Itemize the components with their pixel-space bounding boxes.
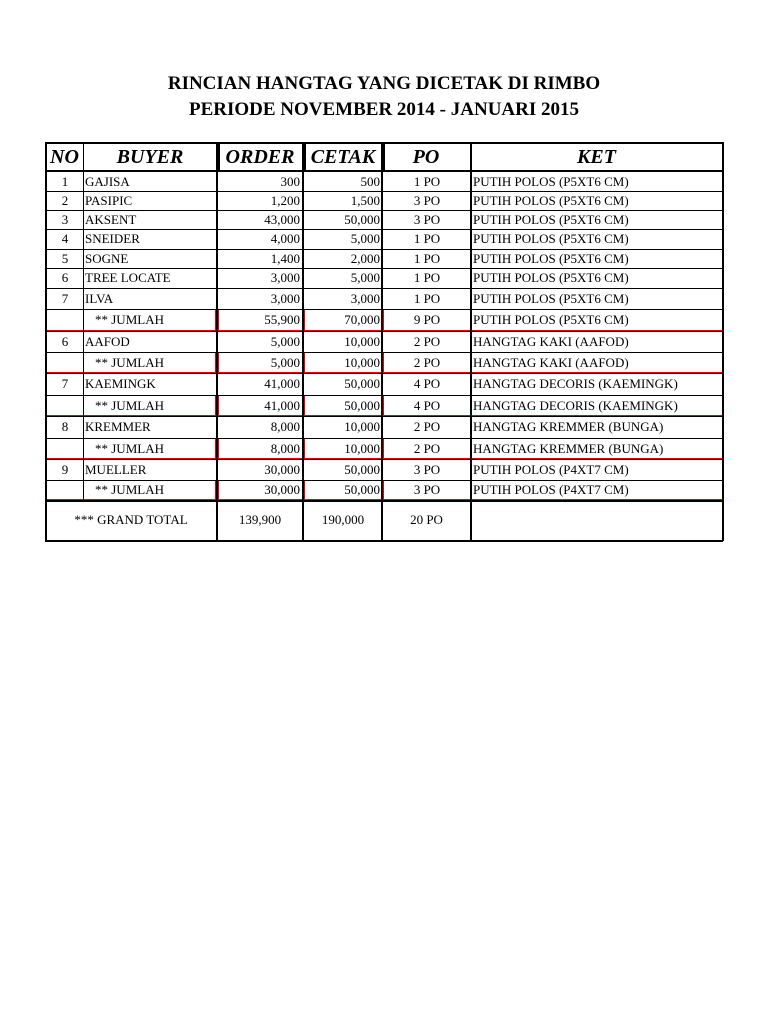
cell-po: 2 PO xyxy=(413,333,441,349)
cell-buyer: ** JUMLAH xyxy=(95,397,164,413)
cell-no: 2 xyxy=(61,192,69,208)
subtotal-highlight-box xyxy=(383,480,471,500)
grid-line xyxy=(45,249,723,250)
cell-buyer: ** JUMLAH xyxy=(95,354,164,370)
cell-cetak: 50,000 xyxy=(344,376,380,391)
subtotal-highlight-box xyxy=(45,395,216,416)
grid-line xyxy=(45,459,723,460)
subtotal-highlight-box xyxy=(471,480,723,500)
subtotal-highlight-box xyxy=(218,352,304,373)
cell-ket: HANGTAG KREMMER (BUNGA) xyxy=(473,419,664,434)
cell-buyer: PASIPIC xyxy=(85,192,133,208)
subtotal-highlight-box xyxy=(218,438,304,459)
subtotal-highlight-box xyxy=(218,480,304,500)
cell-order: 30,000 xyxy=(264,461,300,477)
cell-ket: PUTIH POLOS (P5XT6 CM) xyxy=(473,270,629,285)
cell-po: 1 PO xyxy=(413,173,441,189)
subtotal-highlight-box xyxy=(383,438,471,459)
cell-cetak: 5,000 xyxy=(350,231,380,246)
cell-no: 6 xyxy=(61,333,69,349)
cell-order: 3,000 xyxy=(270,270,300,285)
cell-po: 9 PO xyxy=(413,312,441,327)
report-title: RINCIAN HANGTAG YANG DICETAK DI RIMBO xyxy=(167,73,601,94)
cell-po: 2 PO xyxy=(413,354,441,370)
subtotal-highlight-box xyxy=(304,438,383,459)
cell-po: 4 PO xyxy=(413,397,441,413)
cell-no: 9 xyxy=(61,461,69,477)
subtotal-highlight-box xyxy=(304,395,383,416)
cell-cetak: 10,000 xyxy=(344,333,380,349)
cell-po: 2 PO xyxy=(413,440,441,456)
cell-order: 3,000 xyxy=(270,290,300,306)
cell-order: 55,900 xyxy=(264,312,300,327)
grid-line xyxy=(83,142,84,500)
subtotal-highlight-box xyxy=(218,309,304,331)
cell-cetak: 50,000 xyxy=(344,397,380,413)
header-no: NO xyxy=(50,146,79,168)
grand-total-cetak: 190,000 xyxy=(321,512,365,527)
cell-ket: PUTIH POLOS (P4XT7 CM) xyxy=(473,461,629,477)
cell-cetak: 500 xyxy=(360,173,380,189)
cell-buyer: KREMMER xyxy=(85,419,151,434)
cell-buyer: AKSENT xyxy=(85,211,137,227)
cell-cetak: 10,000 xyxy=(344,354,380,370)
cell-buyer: TREE LOCATE xyxy=(85,270,171,285)
cell-ket: HANGTAG KREMMER (BUNGA) xyxy=(473,440,664,456)
cell-ket: PUTIH POLOS (P5XT6 CM) xyxy=(473,250,629,266)
cell-order: 1,200 xyxy=(270,192,300,208)
cell-po: 3 PO xyxy=(413,461,441,477)
cell-po: 3 PO xyxy=(413,211,441,227)
subtotal-highlight-box xyxy=(383,309,471,331)
cell-no: 5 xyxy=(61,250,69,266)
cell-buyer: ** JUMLAH xyxy=(95,482,164,497)
cell-no: 6 xyxy=(61,270,69,285)
grid-line xyxy=(45,352,723,353)
cell-cetak: 50,000 xyxy=(344,461,380,477)
cell-no: 1 xyxy=(61,173,69,189)
header-po: PO xyxy=(412,146,440,168)
cell-cetak: 10,000 xyxy=(344,440,380,456)
cell-cetak: 1,500 xyxy=(350,192,380,208)
cell-po: 1 PO xyxy=(413,290,441,306)
cell-no: 7 xyxy=(61,290,69,306)
cell-po: 1 PO xyxy=(413,250,441,266)
cell-order: 41,000 xyxy=(264,376,300,391)
grid-line xyxy=(304,142,306,171)
cell-ket: PUTIH POLOS (P5XT6 CM) xyxy=(473,231,629,246)
grid-line xyxy=(470,142,472,541)
cell-no: 8 xyxy=(61,419,69,434)
cell-order: 5,000 xyxy=(270,354,300,370)
cell-no: 7 xyxy=(61,376,69,391)
cell-order: 5,000 xyxy=(270,333,300,349)
cell-no: 4 xyxy=(61,231,69,246)
cell-cetak: 50,000 xyxy=(344,482,380,497)
grand-total-label: *** GRAND TOTAL xyxy=(74,512,188,527)
cell-cetak: 2,000 xyxy=(350,250,380,266)
cell-po: 3 PO xyxy=(413,192,441,208)
subtotal-highlight-box xyxy=(471,438,723,459)
cell-ket: HANGTAG KAKI (AAFOD) xyxy=(473,333,629,349)
cell-buyer: KAEMINGK xyxy=(85,376,156,391)
cell-po: 1 PO xyxy=(413,270,441,285)
cell-buyer: SOGNE xyxy=(85,250,129,266)
cell-ket: PUTIH POLOS (P5XT6 CM) xyxy=(473,173,629,189)
header-cetak: CETAK xyxy=(310,146,376,168)
cell-order: 30,000 xyxy=(264,482,300,497)
cell-order: 41,000 xyxy=(264,397,300,413)
grid-line xyxy=(45,395,723,396)
grid-line xyxy=(722,142,724,541)
grid-line xyxy=(45,438,723,439)
grid-line xyxy=(45,210,723,211)
cell-buyer: ** JUMLAH xyxy=(95,440,164,456)
cell-buyer: ** JUMLAH xyxy=(95,312,164,327)
cell-po: 4 PO xyxy=(413,376,441,391)
grid-line xyxy=(383,142,385,171)
subtotal-highlight-box xyxy=(45,438,216,459)
cell-buyer: ILVA xyxy=(85,290,114,306)
subtotal-highlight-box xyxy=(471,309,723,331)
cell-po: 1 PO xyxy=(413,231,441,246)
cell-ket: PUTIH POLOS (P4XT7 CM) xyxy=(473,482,629,497)
cell-cetak: 70,000 xyxy=(344,312,380,327)
cell-cetak: 10,000 xyxy=(344,419,380,434)
cell-buyer: AAFOD xyxy=(85,333,130,349)
cell-buyer: SNEIDER xyxy=(85,231,140,246)
cell-ket: PUTIH POLOS (P5XT6 CM) xyxy=(473,211,629,227)
grid-line xyxy=(45,480,723,481)
cell-ket: PUTIH POLOS (P5XT6 CM) xyxy=(473,290,629,306)
grid-line xyxy=(45,331,723,332)
grid-line xyxy=(45,416,723,417)
grid-line xyxy=(216,142,218,541)
subtotal-highlight-box xyxy=(471,395,723,416)
cell-no: 3 xyxy=(61,211,69,227)
cell-po: 3 PO xyxy=(413,482,441,497)
subtotal-highlight-box xyxy=(304,480,383,500)
cell-cetak: 5,000 xyxy=(350,270,380,285)
grid-line xyxy=(381,142,383,541)
subtotal-highlight-box xyxy=(45,309,216,331)
subtotal-highlight-box xyxy=(471,352,723,373)
grid-line xyxy=(45,142,47,541)
grid-line xyxy=(45,373,723,374)
subtotal-highlight-box xyxy=(383,352,471,373)
header-order: ORDER xyxy=(225,146,295,168)
cell-ket: HANGTAG KAKI (AAFOD) xyxy=(473,354,629,370)
grid-line xyxy=(45,540,723,542)
subtotal-highlight-box xyxy=(45,480,216,500)
cell-ket: HANGTAG DECORIS (KAEMINGK) xyxy=(473,397,678,413)
cell-ket: HANGTAG DECORIS (KAEMINGK) xyxy=(473,376,678,391)
grid-line xyxy=(45,268,723,269)
grid-line xyxy=(302,142,304,541)
cell-ket: PUTIH POLOS (P5XT6 CM) xyxy=(473,312,629,327)
grid-line xyxy=(45,229,723,230)
cell-order: 8,000 xyxy=(270,440,300,456)
cell-order: 8,000 xyxy=(270,419,300,434)
cell-buyer: GAJISA xyxy=(85,173,130,189)
grid-line xyxy=(45,288,723,289)
grid-line xyxy=(45,191,723,192)
cell-order: 300 xyxy=(280,173,300,189)
grand-total-po: 20 PO xyxy=(410,512,443,527)
header-buyer: BUYER xyxy=(116,146,184,168)
cell-ket: PUTIH POLOS (P5XT6 CM) xyxy=(473,192,629,208)
grid-line xyxy=(218,142,220,171)
cell-order: 43,000 xyxy=(264,211,300,227)
subtotal-highlight-box xyxy=(218,395,304,416)
report-period: PERIODE NOVEMBER 2014 - JANUARI 2015 xyxy=(188,99,580,120)
grid-line xyxy=(45,500,723,502)
cell-order: 4,000 xyxy=(270,231,300,246)
subtotal-highlight-box xyxy=(45,352,216,373)
grid-line xyxy=(45,309,723,310)
cell-po: 2 PO xyxy=(413,419,441,434)
subtotal-highlight-box xyxy=(383,395,471,416)
header-ket: KET xyxy=(577,146,616,168)
cell-order: 1,400 xyxy=(270,250,300,266)
cell-cetak: 50,000 xyxy=(344,211,380,227)
subtotal-highlight-box xyxy=(304,309,383,331)
cell-cetak: 3,000 xyxy=(350,290,380,306)
subtotal-highlight-box xyxy=(304,352,383,373)
grand-total-order: 139,900 xyxy=(238,512,282,527)
cell-buyer: MUELLER xyxy=(85,461,147,477)
